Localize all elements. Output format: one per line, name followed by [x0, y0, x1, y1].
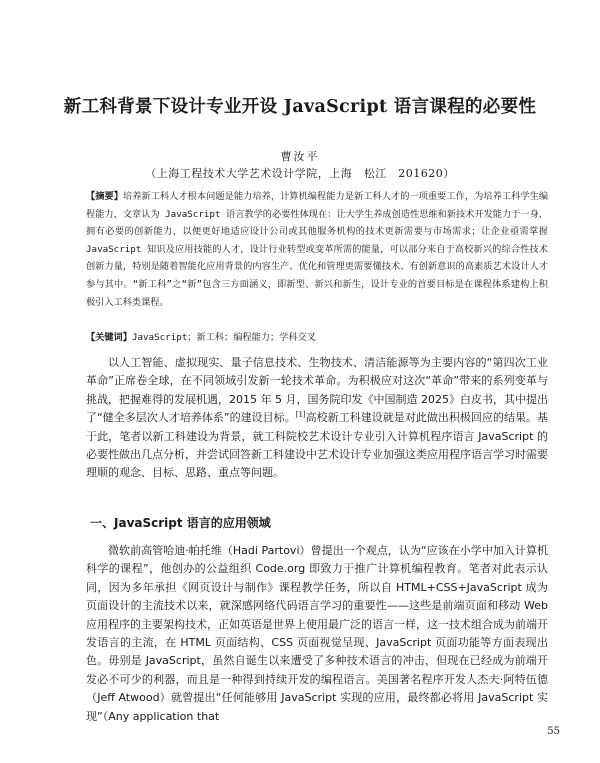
- body-paragraph-2: 微软前高管哈迪·帕托维（Hadi Partovi）曾提出一个观点，认为“应该在小学中加入计算机科学的课程”，他创办的公益组织 Code.org 即致力于推广计算机编程教育。笔者对此表示认同，因为多年承担《网页设计与制作》课程教学任务，所以自 HTML+CSS+JavaScript 成为页面设计的主流技术以来，就深感网络代码语言学习的重要性——这些是前端页面和移动 Web 应用程序的主要架构技术，正如英语是世界上使用最广泛的语言一样，这一技术组合成为前端开发语言的主流，在 HTML 页面结构、CSS 页面视觉呈现、JavaScript 页面功能等方面表现出色。毋别是 JavaScript，虽然自诞生以来遭受了多种技术语言的冲击，但现在已经成为前端开发必不可少的利器，而且是一种得到持续开发的编程语言。美国著名程序开发人杰夫·阿特伍德（Jeff Atwood）就曾提出“任何能够用 JavaScript 实现的应用，最终都必将用 JavaScript 实现”（Any application that: [86, 544, 548, 723]
- author-name: 曹汝平: [280, 150, 320, 163]
- reference-marker: [1]: [295, 410, 306, 419]
- keywords-label: 【关键词】: [86, 332, 132, 343]
- keywords: [86, 330, 548, 346]
- abstract-text: 培养新工科人才根本问题是能力培养，计算机编程能力是新工科人才的一项重要工作，为培养工科学生编程能力，文章认为 JavaScript 语言教学的必要性体现在：让大学生养成创造性思维和新技术开发能力于一身，拥有必要的创新能力，以便更好地适应设计公司或其他服务机构的技术更新需要与市场需求；让企业亟需掌握 JavaScript 知识及应用技能的人才，设计行业转型或变革所需的能量，可以部分来自于高校新兴的综合性技术创新力量，特别是随着智能化应用背景的内容生产、优化和管理更需要懂技术、有创新意识的高素质艺术设计人才参与其中。“新工科”之“新”包含三方面涵义，即新型、新兴和新生，设计专业的首要目标是在课程体系建构上积极引入工科类课程。: [86, 191, 549, 308]
- p1-text-a: 以人工智能、虚拟现实、量子信息技术、生物技术、清洁能源等为主要内容的“第四次工业革命”正席卷全球，在不同领域引发新一轮技术革命。为积极应对这次“革命”带来的系列变革与挑战，把握难得的发展机遇，2015 年 5 月，国务院印发《中国制造 2025》白皮书，其中提出了“健全多层次人才培养体系”的建设目标。: [86, 356, 548, 425]
- body-paragraph-1: [86, 354, 548, 483]
- article-title: 新工科背景下设计专业开设 JavaScript 语言课程的必要性: [63, 97, 537, 117]
- keywords-text: JavaScript；新工科；编程能力；学科交叉: [131, 332, 316, 343]
- author-affiliation: （上海工程技术大学艺术设计学院，上海 松江 201620）: [145, 167, 455, 180]
- section-heading: 一、JavaScript 语言的应用领域: [90, 516, 271, 530]
- abstract-label: 【摘要】: [86, 191, 123, 202]
- p1-text-b: 高校新工科建设就是对此做出积极回应的结果。基于此，笔者以新工科建设为背景，就工科院校艺术设计专业引入计算机程序语言 JavaScript 的必要性做出几点分析，并尝试回答新工科建设中艺术设计专业加强这类应用程序语言学习时需要理顺的观念、目标、思路、重点等问题。: [86, 411, 548, 480]
- abstract: [86, 188, 548, 311]
- page-number: 55: [547, 726, 560, 737]
